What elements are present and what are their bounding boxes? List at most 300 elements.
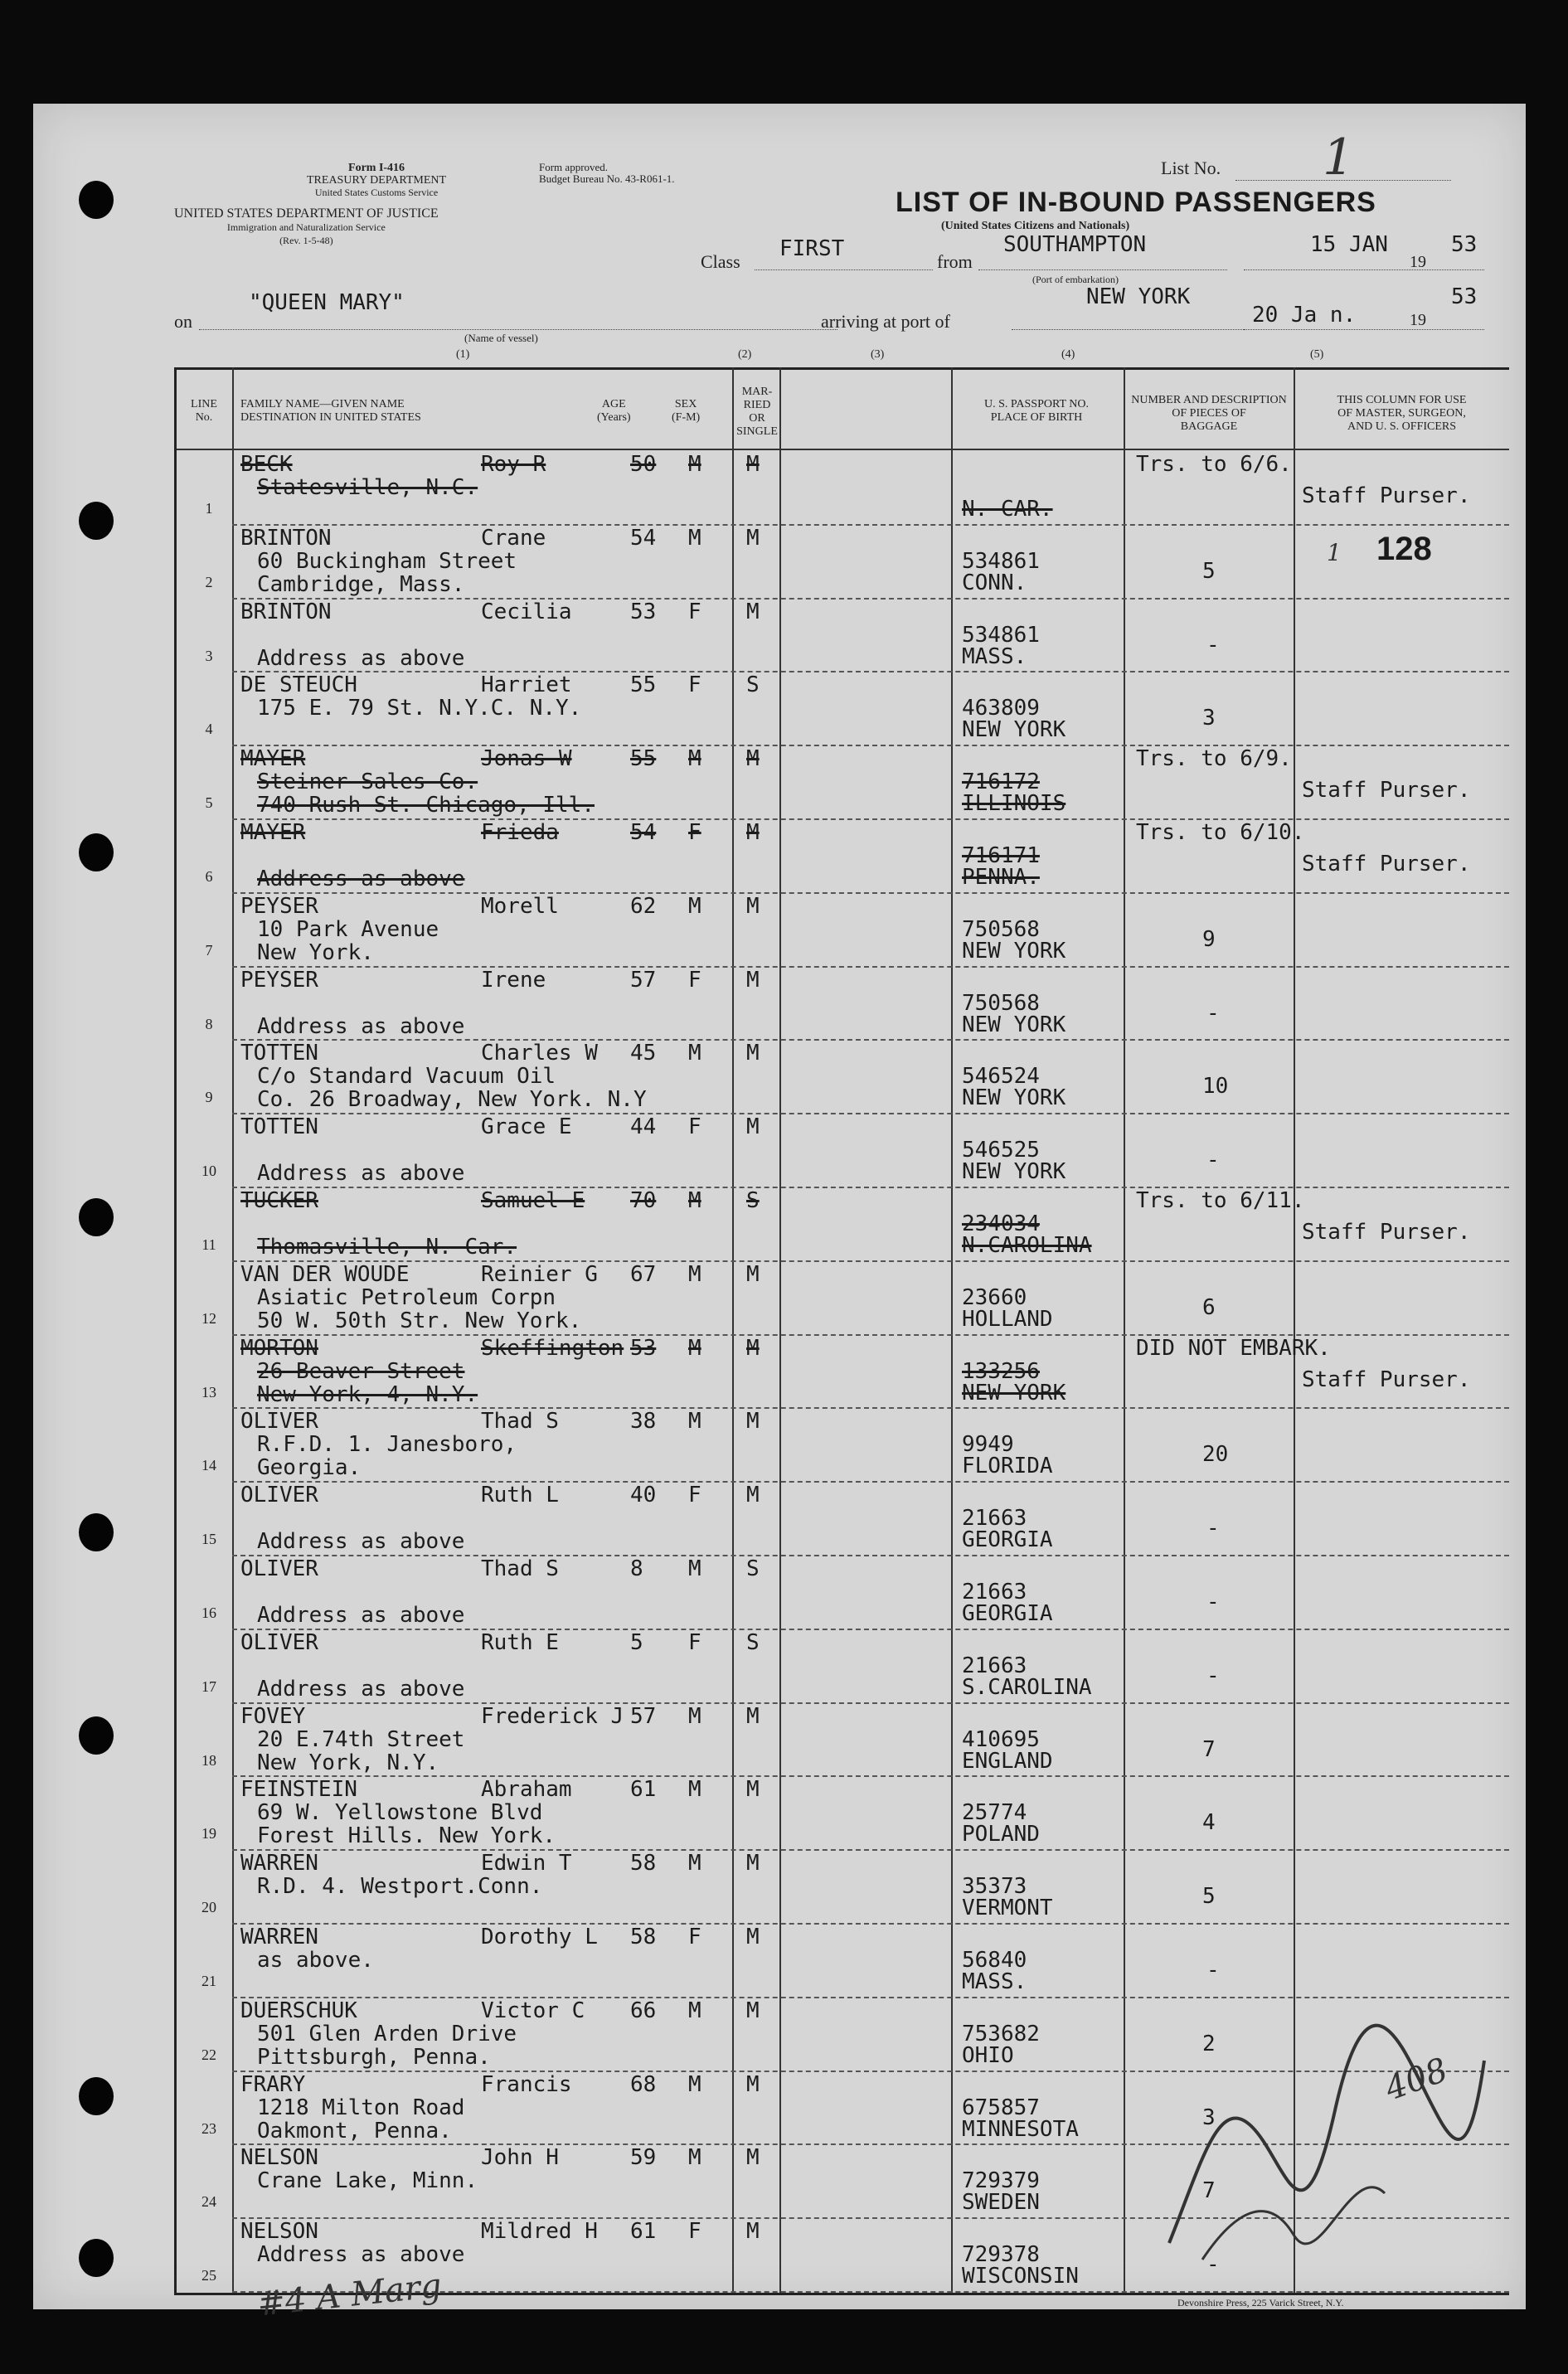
line-number: 13 — [201, 1383, 216, 1401]
place-of-birth: NEW YORK — [962, 1012, 1066, 1037]
address-line-1: 20 E.74th Street — [257, 1726, 465, 1752]
family-name: OLIVER — [240, 1556, 318, 1581]
given-name: Francis — [481, 2071, 572, 2097]
passport-no: 21663 — [962, 1653, 1027, 1678]
col-header-line-no: LINE No. — [191, 398, 217, 424]
family-name: FOVEY — [240, 1703, 306, 1729]
age: 67 — [630, 1261, 657, 1287]
sex: F — [688, 1629, 701, 1655]
place-of-birth: N.CAROLINA — [962, 1233, 1092, 1258]
address-line-1: Asiatic Petroleum Corpn — [257, 1284, 556, 1310]
passport-no: 463809 — [962, 696, 1040, 721]
table-row — [33, 1409, 1526, 1483]
passport-no: 56840 — [962, 1948, 1027, 1973]
line-number: 25 — [201, 2267, 216, 2284]
passport-no: 234034 — [962, 1211, 1040, 1236]
age: 62 — [630, 893, 657, 919]
class-value: FIRST — [779, 236, 845, 261]
marital-status: M — [746, 1114, 760, 1140]
address-line-2: Address as above — [257, 645, 465, 671]
place-of-birth: MASS. — [962, 1969, 1027, 1994]
table-row — [33, 1556, 1526, 1630]
punch-hole — [79, 1198, 114, 1236]
age: 44 — [630, 1114, 657, 1140]
arriving-label: arriving at port of — [821, 311, 950, 332]
age: 66 — [630, 1998, 657, 2023]
passport-no: 534861 — [962, 622, 1040, 648]
marital-status: S — [746, 1188, 760, 1213]
line-number: 19 — [201, 1825, 216, 1842]
marital-status: M — [746, 746, 760, 772]
sex: F — [688, 599, 701, 624]
baggage: Trs. to 6/6. — [1136, 452, 1292, 477]
place-of-birth: SWEDEN — [962, 2190, 1040, 2216]
table-row — [33, 1630, 1526, 1704]
place-of-birth: GEORGIA — [962, 1601, 1053, 1626]
address-line-2: Address as above — [257, 1013, 465, 1039]
line-number: 18 — [201, 1751, 216, 1769]
punch-hole — [79, 833, 114, 871]
family-name: NELSON — [240, 2219, 318, 2245]
ins-label: Immigration and Naturalization Service — [226, 221, 386, 233]
age: 58 — [630, 1925, 657, 1949]
given-name: Samuel E — [481, 1188, 585, 1213]
sex: M — [688, 2145, 701, 2171]
age: 57 — [630, 967, 657, 993]
address-line-2: Cambridge, Mass. — [257, 571, 465, 597]
list-no-value: 1 — [1323, 129, 1355, 187]
address-line-1: Crane Lake, Minn. — [257, 2168, 478, 2194]
from-label: from — [937, 251, 973, 272]
annotation-bottom: #4 A Marg — [255, 2266, 444, 2324]
year-arrival: 53 — [1451, 284, 1478, 309]
footer-press: Devonshire Press, 225 Varick Street, N.Y. — [1177, 2297, 1344, 2308]
line-number: 7 — [205, 941, 213, 959]
line-number: 22 — [201, 2046, 216, 2063]
baggage: 5 — [1202, 558, 1216, 584]
line-number: 4 — [205, 721, 213, 738]
passport-no: 750568 — [962, 990, 1040, 1016]
table-row — [33, 894, 1526, 968]
place-of-birth: NEW YORK — [962, 1380, 1066, 1405]
family-name: FEINSTEIN — [240, 1777, 357, 1803]
given-name: Victor C — [481, 1998, 585, 2023]
family-name: WARREN — [240, 1851, 318, 1876]
place-of-birth: MINNESOTA — [962, 2116, 1079, 2142]
age: 68 — [630, 2071, 657, 2097]
passport-no: 9949 — [962, 1432, 1014, 1458]
page-title: LIST OF IN-BOUND PASSENGERS — [896, 187, 1376, 218]
marital-status: S — [746, 1629, 760, 1655]
given-name: Ruth L — [481, 1483, 559, 1508]
family-name: BRINTON — [240, 525, 332, 551]
passport-no: 23660 — [962, 1284, 1027, 1310]
baggage: - — [1206, 1148, 1220, 1173]
address-line-2: Address as above — [257, 1676, 465, 1702]
punch-hole — [79, 502, 114, 540]
age: 54 — [630, 820, 657, 845]
baggage: - — [1206, 1516, 1220, 1541]
address-line-2: Pittsburgh, Penna. — [257, 2044, 491, 2070]
baggage: - — [1206, 1000, 1220, 1026]
place-of-birth: NEW YORK — [962, 1085, 1066, 1111]
age: 55 — [630, 746, 657, 772]
official-signature — [1153, 1994, 1501, 2276]
given-name: Jonas W — [481, 746, 572, 772]
place-of-birth: POLAND — [962, 1822, 1040, 1847]
place-of-birth: NEW YORK — [962, 717, 1066, 743]
form-number: Form I-416 — [348, 162, 405, 174]
age: 38 — [630, 1409, 657, 1435]
sex: M — [688, 1851, 701, 1876]
treasury-label: TREASURY DEPARTMENT — [307, 174, 447, 187]
baggage: 7 — [1202, 2178, 1216, 2204]
line-number: 15 — [201, 1531, 216, 1548]
age: 59 — [630, 2145, 657, 2171]
family-name: WARREN — [240, 1925, 318, 1949]
line-number: 20 — [201, 1899, 216, 1916]
line-number: 2 — [205, 573, 213, 590]
address-line-1: R.D. 4. Westport.Conn. — [257, 1874, 543, 1900]
family-name: TOTTEN — [240, 1041, 318, 1066]
marital-status: M — [746, 967, 760, 993]
baggage: 20 — [1202, 1442, 1229, 1468]
marital-status: M — [746, 2145, 760, 2171]
line-number: 11 — [201, 1236, 216, 1253]
given-name: Edwin T — [481, 1851, 572, 1876]
passport-no: 133256 — [962, 1358, 1040, 1384]
col-num-2: (2) — [738, 348, 752, 361]
passport-no: 716171 — [962, 843, 1040, 868]
line-number: 6 — [205, 868, 213, 885]
place-of-birth: GEORGIA — [962, 1527, 1053, 1553]
family-name: PEYSER — [240, 893, 318, 919]
place-of-birth: N. CAR. — [962, 497, 1053, 522]
address-line-2: Oakmont, Penna. — [257, 2118, 452, 2143]
date-departure: 15 JAN — [1310, 232, 1388, 257]
family-name: PEYSER — [240, 967, 318, 993]
family-name: MAYER — [240, 746, 306, 772]
form-agency-block — [307, 162, 446, 199]
address-line-2: Thomasville, N. Car. — [257, 1235, 517, 1260]
marital-status: M — [746, 1777, 760, 1803]
table-row — [33, 1336, 1526, 1410]
age: 53 — [630, 599, 657, 624]
customs-label: United States Customs Service — [314, 187, 439, 198]
sex: M — [688, 746, 701, 772]
arriving-port: NEW YORK — [1086, 284, 1191, 309]
passport-no: 729379 — [962, 2168, 1040, 2194]
table-row — [33, 1925, 1526, 1998]
given-name: Grace E — [481, 1114, 572, 1140]
given-name: Mildred H — [481, 2219, 598, 2245]
family-name: OLIVER — [240, 1409, 318, 1435]
passport-no: 21663 — [962, 1506, 1027, 1532]
given-name: Frieda — [481, 820, 559, 845]
line-number: 9 — [205, 1089, 213, 1106]
baggage: 7 — [1202, 1736, 1216, 1762]
sex: M — [688, 1409, 701, 1435]
place-of-birth: NEW YORK — [962, 1159, 1066, 1185]
baggage: - — [1206, 1958, 1220, 1983]
address-line-2: New York, 4, N.Y. — [257, 1381, 478, 1407]
passport-no: 753682 — [962, 2021, 1040, 2046]
family-name: MAYER — [240, 820, 306, 845]
table-row — [33, 820, 1526, 894]
given-name: Morell — [481, 893, 559, 919]
sex: M — [688, 1556, 701, 1581]
col-header-age: AGE (Years) — [597, 398, 631, 424]
col-header-officers: THIS COLUMN FOR USE OF MASTER, SURGEON, AND U. S. OFFICERS — [1337, 394, 1467, 433]
family-name: TOTTEN — [240, 1114, 318, 1140]
place-of-birth: VERMONT — [962, 1896, 1053, 1921]
table-row — [33, 1188, 1526, 1262]
line-number: 3 — [205, 647, 213, 664]
family-name: NELSON — [240, 2145, 318, 2171]
passport-no: 546525 — [962, 1138, 1040, 1163]
passport-no: 35373 — [962, 1874, 1027, 1900]
baggage: 10 — [1202, 1074, 1229, 1100]
age: 58 — [630, 1851, 657, 1876]
justice-block — [174, 207, 439, 247]
sex: M — [688, 1335, 701, 1361]
marital-status: S — [746, 1556, 760, 1581]
baggage: 6 — [1202, 1294, 1216, 1320]
marital-status: M — [746, 1261, 760, 1287]
family-name: OLIVER — [240, 1629, 318, 1655]
family-name: OLIVER — [240, 1483, 318, 1508]
address-line-2: Address as above — [257, 1529, 465, 1555]
place-of-birth: PENNA. — [962, 865, 1040, 890]
age: 55 — [630, 672, 657, 698]
age: 5 — [630, 1629, 643, 1655]
sex: F — [688, 1114, 701, 1140]
sex: F — [688, 1925, 701, 1949]
sex: M — [688, 1261, 701, 1287]
baggage: Trs. to 6/9. — [1136, 746, 1292, 772]
family-name: MORTON — [240, 1335, 318, 1361]
baggage: 2 — [1202, 2031, 1216, 2056]
baggage: DID NOT EMBARK. — [1136, 1335, 1331, 1361]
given-name: John H — [481, 2145, 559, 2171]
age: 8 — [630, 1556, 643, 1581]
col-header-name: FAMILY NAME—GIVEN NAME DESTINATION IN UNITED STATES — [240, 398, 421, 424]
baggage: 4 — [1202, 1810, 1216, 1836]
address-line-2: Address as above — [257, 1161, 465, 1187]
family-name: TUCKER — [240, 1188, 318, 1213]
table-row — [33, 1114, 1526, 1188]
table-row — [33, 600, 1526, 673]
stamp-small: 1 — [1327, 539, 1342, 566]
line-number: 17 — [201, 1677, 216, 1695]
sex: M — [688, 893, 701, 919]
year-departure: 53 — [1451, 232, 1478, 257]
marital-status: M — [746, 525, 760, 551]
vessel-label: (Name of vessel) — [464, 332, 538, 344]
annotation-side: 408 — [1380, 2051, 1453, 2109]
line-number: 16 — [201, 1605, 216, 1621]
address-line-2: Forest Hills. New York. — [257, 1823, 556, 1849]
passport-no: 675857 — [962, 2095, 1040, 2120]
family-name: DE STEUCH — [240, 672, 357, 698]
address-line-1: 175 E. 79 St. N.Y.C. N.Y. — [257, 696, 582, 721]
line-number: 12 — [201, 1309, 216, 1327]
address-line-1: 10 Park Avenue — [257, 916, 439, 942]
given-name: Cecilia — [481, 599, 572, 624]
class-label: Class — [701, 251, 740, 272]
passport-no: 25774 — [962, 1800, 1027, 1826]
address-line-1: Statesville, N.C. — [257, 475, 478, 500]
officer-note: Staff Purser. — [1302, 852, 1471, 876]
passport-no: 534861 — [962, 548, 1040, 574]
marital-status: M — [746, 2219, 760, 2245]
baggage: - — [1206, 2252, 1220, 2278]
rev-label: (Rev. 1-5-48) — [279, 235, 333, 246]
marital-status: M — [746, 1483, 760, 1508]
form-sheet — [33, 104, 1526, 2324]
table-row — [33, 452, 1526, 526]
marital-status: M — [746, 1335, 760, 1361]
col-header-married: MAR- RIED OR SINGLE — [736, 386, 778, 438]
line-number: 5 — [205, 794, 213, 812]
form-approved-label: Form approved. — [539, 161, 609, 173]
given-name: Roy R — [481, 452, 546, 477]
table-row — [33, 968, 1526, 1041]
table-row — [33, 1704, 1526, 1778]
baggage: - — [1206, 1590, 1220, 1614]
table-row — [33, 1777, 1526, 1851]
age: 70 — [630, 1188, 657, 1213]
family-name: VAN DER WOUDE — [240, 1261, 410, 1287]
baggage: 5 — [1202, 1884, 1216, 1910]
baggage: 3 — [1202, 2105, 1216, 2130]
age: 57 — [630, 1703, 657, 1729]
given-name: Irene — [481, 967, 546, 993]
table-row — [33, 526, 1526, 600]
address-line-2: Address as above — [257, 867, 465, 891]
place-of-birth: HOLLAND — [962, 1306, 1053, 1332]
col-header-baggage: NUMBER AND DESCRIPTION OF PIECES OF BAGGAGE — [1131, 394, 1287, 433]
line-number: 14 — [201, 1457, 216, 1474]
col-num-4: (4) — [1061, 348, 1075, 361]
baggage: 3 — [1202, 706, 1216, 731]
given-name: Harriet — [481, 672, 572, 698]
line-number: 21 — [201, 1973, 216, 1989]
sex: M — [688, 1703, 701, 1729]
given-name: Skeffington — [481, 1335, 624, 1361]
address-line-2: Address as above — [257, 1603, 465, 1628]
given-name: Thad S — [481, 1409, 559, 1435]
date-arrival: 20 Ja n. — [1252, 303, 1357, 328]
punch-hole — [79, 2239, 114, 2277]
budget-label: Budget Bureau No. 43-R061-1. — [539, 172, 675, 185]
marital-status: M — [746, 452, 760, 477]
passport-no: 729378 — [962, 2242, 1040, 2268]
table-row — [33, 1041, 1526, 1114]
marital-status: M — [746, 1703, 760, 1729]
address-line-1: as above. — [257, 1948, 374, 1973]
place-of-birth: ILLINOIS — [962, 791, 1066, 817]
col-num-3: (3) — [871, 348, 885, 361]
place-of-birth: CONN. — [962, 570, 1027, 595]
vessel-name: "QUEEN MARY" — [249, 290, 405, 315]
address-line-1: 69 W. Yellowstone Blvd — [257, 1800, 543, 1826]
address-line-1: Address as above — [257, 2242, 465, 2268]
table-row — [33, 1851, 1526, 1925]
address-line-2: New York. — [257, 939, 374, 965]
address-line-1: 1218 Milton Road — [257, 2095, 465, 2120]
port-embark-label: (Port of embarkation) — [1032, 274, 1119, 285]
marital-status: M — [746, 1851, 760, 1876]
address-line-1: 60 Buckingham Street — [257, 548, 517, 574]
address-line-2: 740 Rush St. Chicago, Ill. — [257, 793, 595, 818]
family-name: BRINTON — [240, 599, 332, 624]
justice-label: UNITED STATES DEPARTMENT OF JUSTICE — [174, 206, 439, 221]
place-of-birth: FLORIDA — [962, 1454, 1053, 1479]
given-name: Abraham — [481, 1777, 572, 1803]
sex: F — [688, 672, 701, 698]
sex: M — [688, 2071, 701, 2097]
place-of-birth: S.CAROLINA — [962, 1674, 1092, 1700]
table-row — [33, 1262, 1526, 1336]
place-of-birth: MASS. — [962, 643, 1027, 669]
line-number: 23 — [201, 2119, 216, 2137]
sex: F — [688, 967, 701, 993]
punch-hole — [79, 1716, 114, 1755]
age: 50 — [630, 452, 657, 477]
marital-status: M — [746, 1041, 760, 1066]
given-name: Crane — [481, 525, 546, 551]
col-header-sex: SEX (F-M) — [672, 398, 701, 424]
marital-status: M — [746, 1409, 760, 1435]
col-num-5: (5) — [1310, 348, 1324, 361]
address-line-2: Georgia. — [257, 1455, 362, 1481]
marital-status: M — [746, 599, 760, 624]
age: 45 — [630, 1041, 657, 1066]
sex: M — [688, 1041, 701, 1066]
sex: F — [688, 1483, 701, 1508]
address-line-1: 501 Glen Arden Drive — [257, 2021, 517, 2046]
col-num-1: (1) — [456, 348, 470, 361]
given-name: Reinier G — [481, 1261, 598, 1287]
baggage: Trs. to 6/11. — [1136, 1188, 1305, 1213]
sex: F — [688, 820, 701, 845]
marital-status: S — [746, 672, 760, 698]
from-value: SOUTHAMPTON — [1003, 232, 1147, 257]
address-line-1: Steiner Sales Co. — [257, 769, 478, 795]
marital-status: M — [746, 1998, 760, 2023]
place-of-birth: WISCONSIN — [962, 2264, 1079, 2289]
passport-no: 546524 — [962, 1064, 1040, 1090]
year-prefix-2: 19 — [1410, 311, 1426, 329]
sex: F — [688, 2219, 701, 2245]
given-name: Thad S — [481, 1556, 559, 1581]
col-header-passport: U. S. PASSPORT NO. PLACE OF BIRTH — [984, 398, 1089, 424]
address-line-2: Co. 26 Broadway, New York. N.Y — [257, 1087, 647, 1113]
address-line-1: C/o Standard Vacuum Oil — [257, 1064, 556, 1090]
officer-note: Staff Purser. — [1302, 483, 1471, 508]
marital-status: M — [746, 1925, 760, 1949]
line-number: 8 — [205, 1015, 213, 1032]
address-line-1: R.F.D. 1. Janesboro, — [257, 1432, 517, 1458]
marital-status: M — [746, 820, 760, 845]
punch-hole — [79, 181, 114, 219]
address-line-2: New York, N.Y. — [257, 1750, 439, 1775]
age: 40 — [630, 1483, 657, 1508]
address-line-2: 50 W. 50th Str. New York. — [257, 1308, 582, 1333]
given-name: Charles W — [481, 1041, 598, 1066]
on-label: on — [174, 311, 192, 332]
